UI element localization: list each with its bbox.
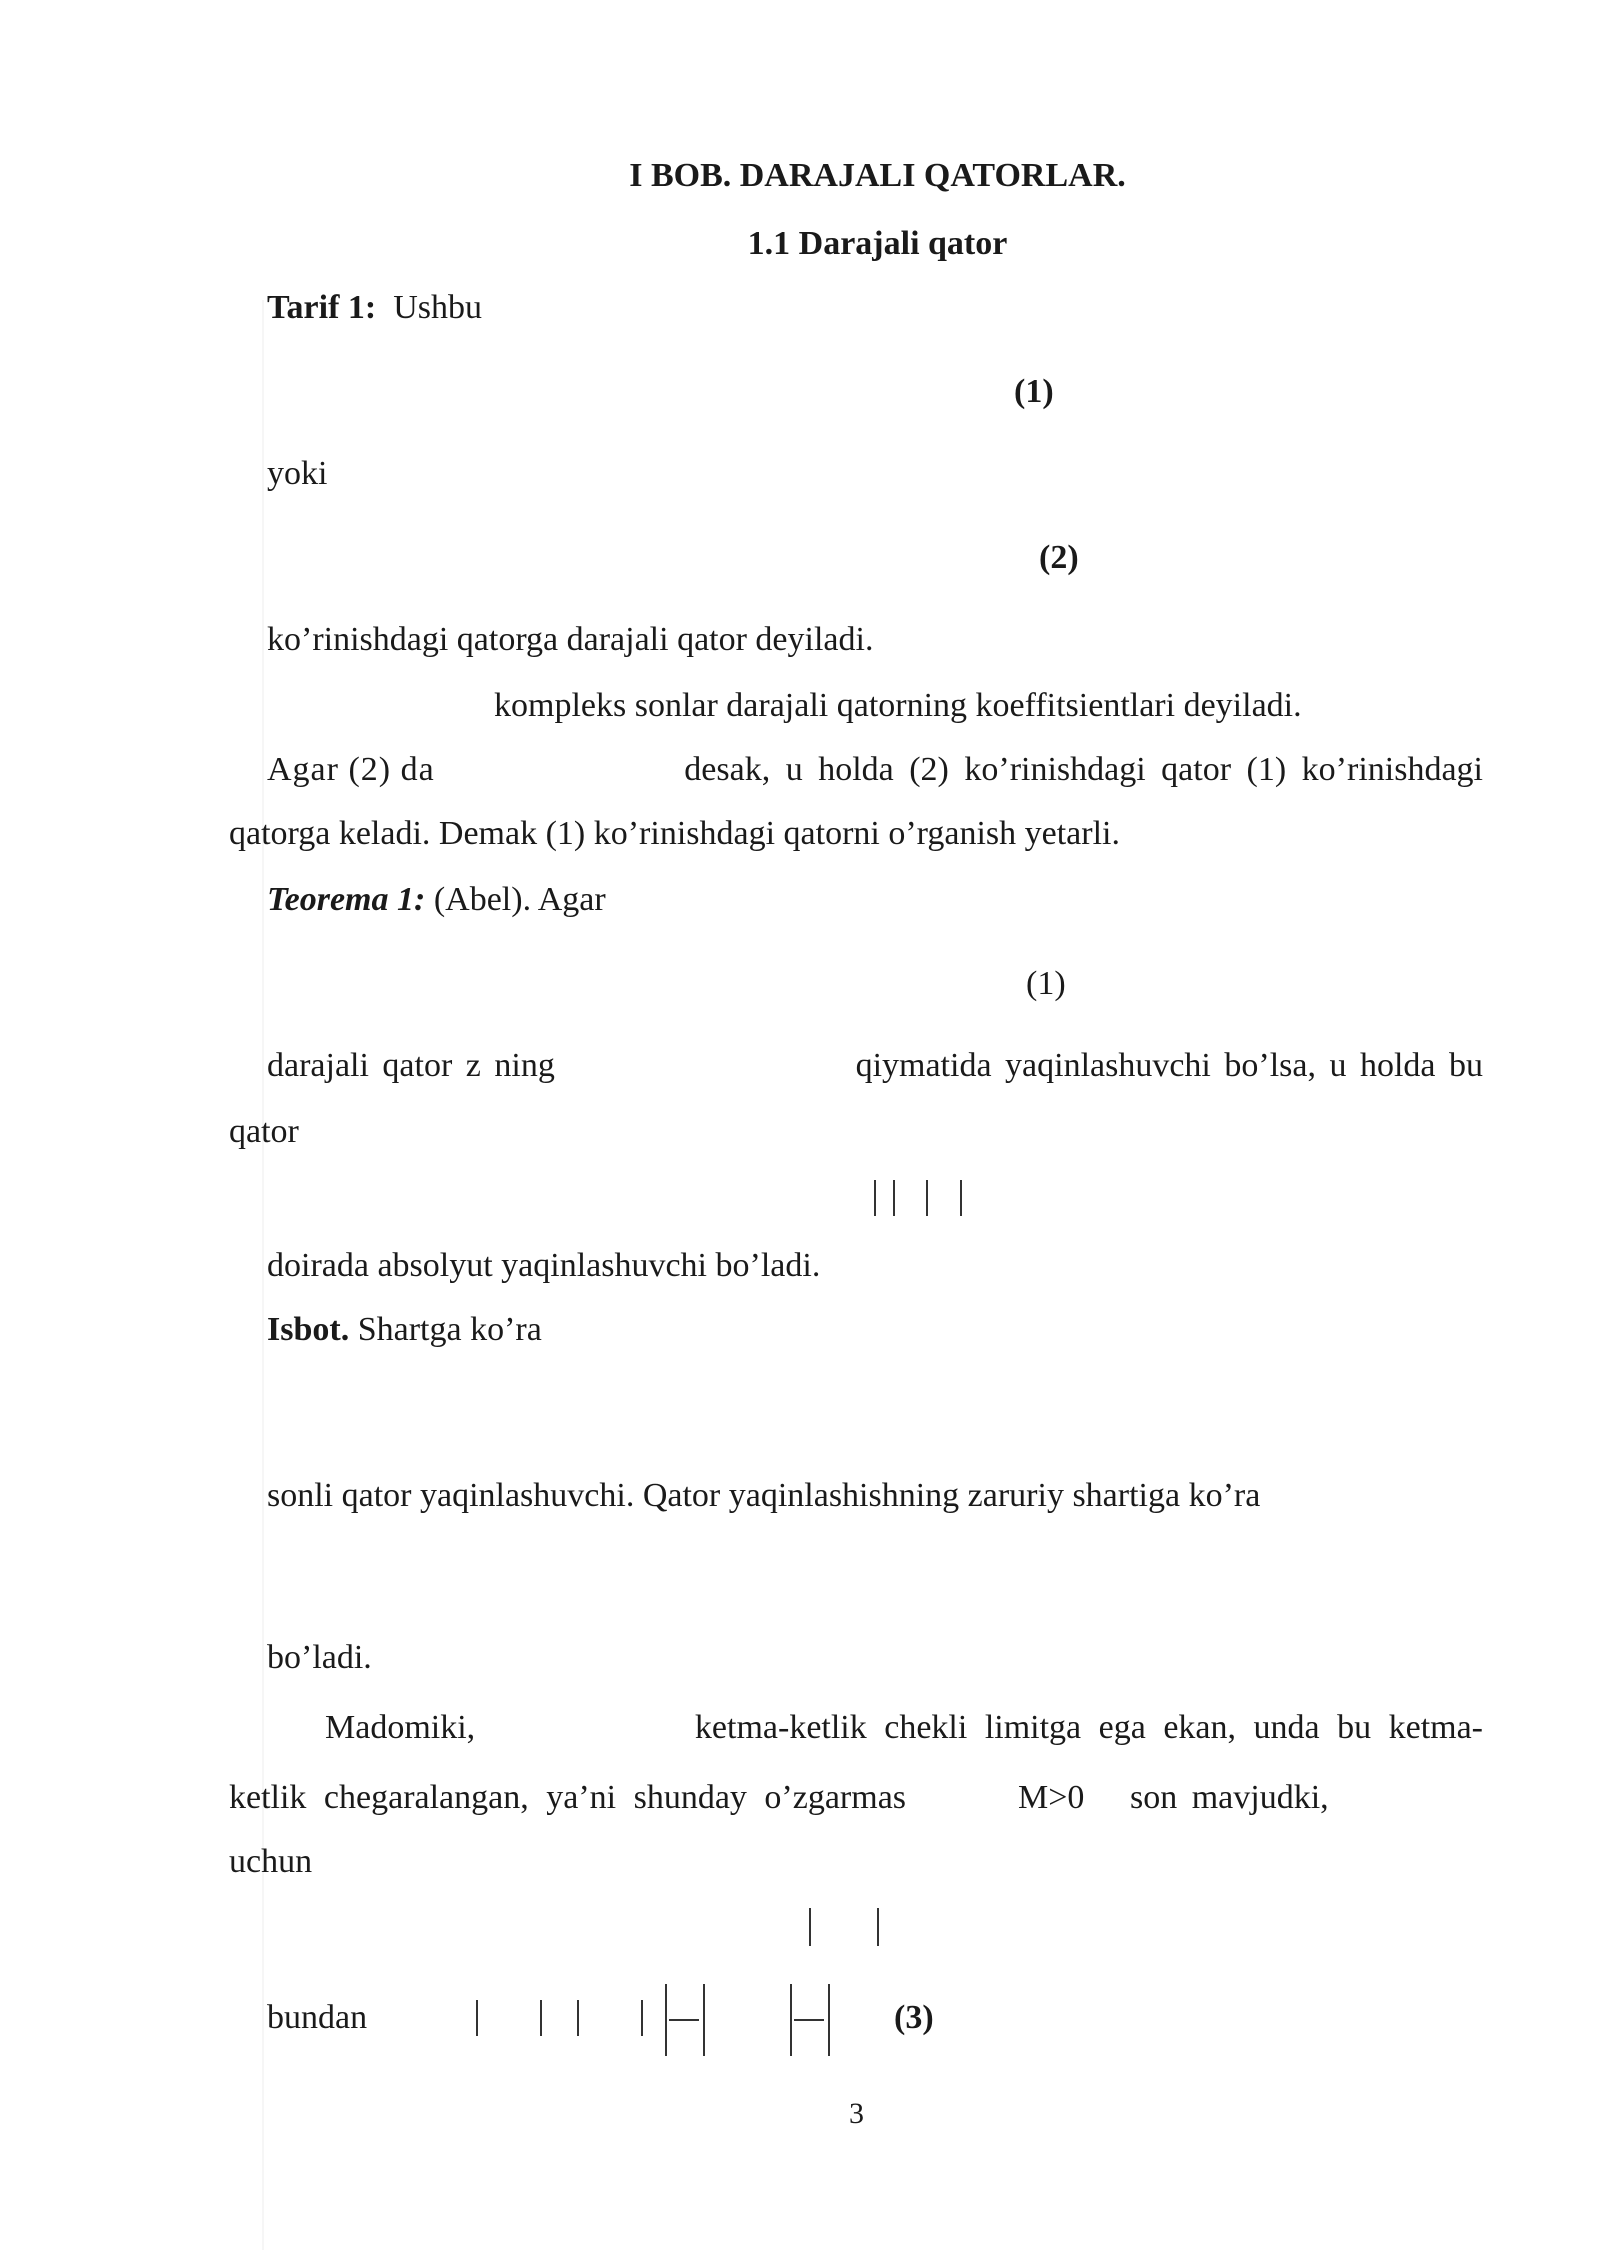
- modulus-bar: [877, 1908, 879, 1946]
- remark-line-2: qatorga keladi. Demak (1) ko’rinishdagi qatorni o’rganish yetarli.: [229, 815, 1120, 852]
- theorem-condition-right: qiymatida yaqinlashuvchi bo’lsa, u holda bu: [855, 1047, 1483, 1084]
- section-title: 1.1 Darajali qator: [747, 225, 1008, 262]
- proof-label: Isbot.: [267, 1311, 350, 1348]
- modulus-bar: [790, 1984, 792, 2056]
- modulus-bar: [828, 1984, 830, 2056]
- remark-line-1-left: Agar (2) da: [267, 751, 435, 788]
- margin-trace: [262, 300, 264, 2250]
- proof-line: [267, 1308, 542, 1352]
- theorem-label: Teorema 1:: [267, 881, 426, 918]
- proof-paragraph-line-2: [229, 1776, 906, 1820]
- theorem-equation-number: (1): [1026, 965, 1066, 1002]
- proof-paragraph-line-1-left: Madomiki,: [325, 1709, 476, 1746]
- modulus-bar: [577, 2000, 579, 2036]
- modulus-bar: [540, 2000, 542, 2036]
- theorem-circle-text: doirada absolyut yaqinlashuvchi bo’ladi.: [267, 1247, 821, 1284]
- proof-paragraph-line-2-end: son mavjudki,: [1130, 1779, 1329, 1816]
- definition-conclusion: ko’rinishdagi qatorga darajali qator deyiladi.: [267, 621, 874, 658]
- proof-text: Shartga ko’ra: [357, 1311, 542, 1348]
- remark-line-1-right: desak, u holda (2) ko’rinishdagi qator (1) ko’rinishdagi: [684, 751, 1483, 788]
- proof-paragraph-line-1-right: ketma-ketlik chekli limitga ega ekan, unda bu ketma-: [694, 1709, 1483, 1746]
- definition-text: Ushbu: [393, 289, 483, 326]
- modulus-bar: [665, 1984, 667, 2056]
- equation-1-number: (1): [1014, 373, 1054, 410]
- modulus-bar: [809, 1908, 811, 1946]
- theorem-condition-left: darajali qator z ning: [267, 1047, 555, 1084]
- theorem-continuation: qator: [229, 1113, 299, 1150]
- fraction-bar: [794, 2019, 824, 2021]
- theorem-text: (Abel). Agar: [433, 881, 606, 918]
- definition-label: Tarif 1:: [267, 289, 377, 326]
- proof-constant: M>0: [1018, 1779, 1085, 1816]
- modulus-bar: [926, 1180, 928, 1216]
- page-number: 3: [849, 2097, 864, 2130]
- proof-bundan: bundan: [267, 1999, 368, 2036]
- proof-paragraph-line-2-text: ketlik chegaralangan, ya’ni shunday o’zgarmas: [229, 1779, 907, 1816]
- modulus-bar: [960, 1180, 962, 1216]
- proof-boladi: bo’ladi.: [267, 1639, 372, 1676]
- proof-uchun: uchun: [229, 1843, 313, 1880]
- modulus-bar: [703, 1984, 705, 2056]
- coefficients-text: kompleks sonlar darajali qatorning koeffitsientlari deyiladi.: [494, 687, 1302, 724]
- modulus-bar: [874, 1180, 876, 1216]
- fraction-bar: [669, 2019, 699, 2021]
- modulus-bar: [641, 2000, 643, 2036]
- definition-line: [267, 286, 482, 330]
- theorem-line: [267, 878, 606, 922]
- chapter-title: I BOB. DARAJALI QATORLAR.: [629, 157, 1126, 194]
- modulus-bar: [893, 1180, 895, 1216]
- modulus-bar: [476, 2000, 478, 2036]
- proof-convergent-text: sonli qator yaqinlashuvchi. Qator yaqinlashishning zaruriy shartiga ko’ra: [267, 1477, 1261, 1514]
- equation-3-number: (3): [894, 1999, 934, 2036]
- or-word: yoki: [267, 455, 328, 492]
- equation-2-number: (2): [1039, 539, 1079, 576]
